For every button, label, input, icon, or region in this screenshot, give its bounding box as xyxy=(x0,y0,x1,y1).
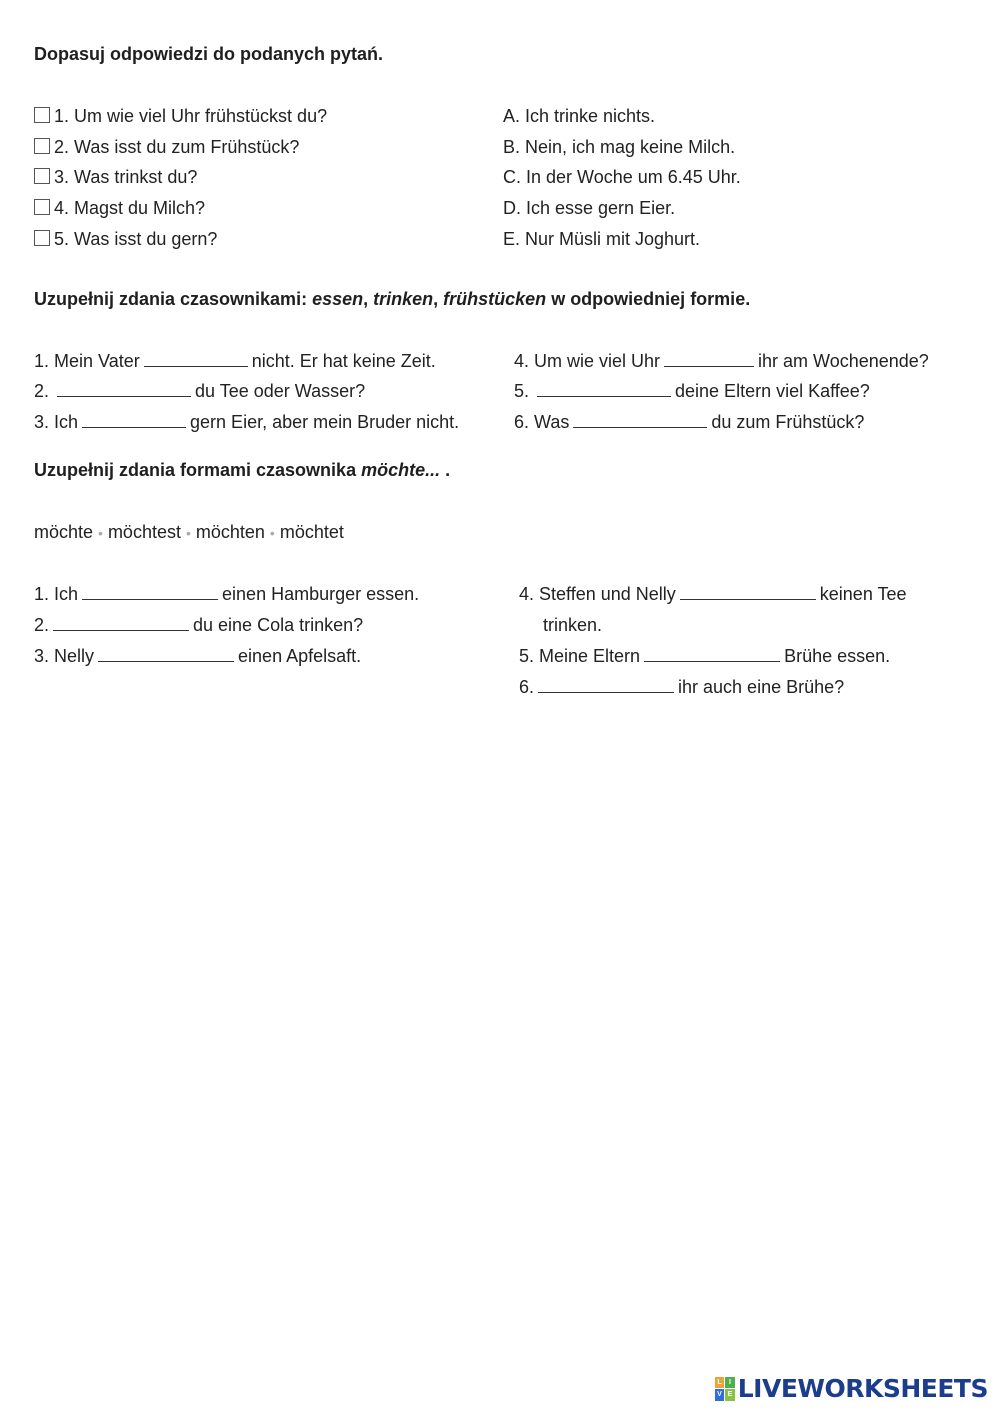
section2-title xyxy=(34,289,750,310)
fill-sentence-3-3 xyxy=(34,644,361,668)
question-5 xyxy=(34,227,217,251)
verb-essen: essen xyxy=(312,289,364,309)
fill-sentence-2-3 xyxy=(34,410,459,434)
sentence-end: gern Eier, aber mein Bruder nicht. xyxy=(190,412,460,432)
word-bank-item: möchte xyxy=(34,522,94,542)
separator: • xyxy=(185,525,191,541)
logo-letter: V xyxy=(715,1389,725,1401)
sentence-start: 1. Ich xyxy=(34,584,79,604)
word-bank xyxy=(34,520,344,545)
answer-checkbox-4[interactable] xyxy=(34,199,50,215)
sentence-end: nicht. Er hat keine Zeit. xyxy=(251,351,436,371)
sentence-end: du zum Frühstück? xyxy=(711,412,865,432)
blank-input[interactable] xyxy=(664,350,754,367)
question-text: 1. Um wie viel Uhr frühstückst du? xyxy=(54,106,328,126)
question-1 xyxy=(34,104,327,128)
question-2 xyxy=(34,135,299,159)
logo-letter: E xyxy=(725,1389,735,1401)
question-text: 4. Magst du Milch? xyxy=(54,198,206,218)
sentence-end: ihr auch eine Brühe? xyxy=(678,677,845,697)
fill-sentence-3-5 xyxy=(519,644,890,668)
question-text: 3. Was trinkst du? xyxy=(54,167,198,187)
sentence-start: 5. Meine Eltern xyxy=(519,646,641,666)
sentence-start: 6. xyxy=(519,677,535,697)
logo-mark-icon xyxy=(715,1377,735,1401)
fill-sentence-3-1 xyxy=(34,582,419,606)
title-text: Uzupełnij zdania czasownikami: xyxy=(34,289,313,309)
blank-input[interactable] xyxy=(82,411,186,428)
blank-input[interactable] xyxy=(53,614,189,631)
sentence-continuation: trinken. xyxy=(543,615,603,635)
title-text: . xyxy=(440,460,451,480)
word-bank-item: möchten xyxy=(195,522,265,542)
logo-letter: I xyxy=(725,1377,735,1389)
blank-input[interactable] xyxy=(538,676,674,693)
blank-input[interactable] xyxy=(57,380,191,397)
section1-title: Dopasuj odpowiedzi do podanych pytań. xyxy=(34,44,384,64)
blank-input[interactable] xyxy=(537,380,671,397)
title-text: Uzupełnij zdania formami czasownika xyxy=(34,460,362,480)
question-4 xyxy=(34,196,205,220)
word-bank-item: möchtest xyxy=(107,522,181,542)
logo-letter: L xyxy=(715,1377,725,1389)
sentence-end: einen Hamburger essen. xyxy=(222,584,420,604)
verb-fruehstuecken: frühstücken xyxy=(443,289,547,309)
fill-sentence-2-1 xyxy=(34,349,436,373)
fill-sentence-2-2 xyxy=(34,379,365,403)
question-text: 2. Was isst du zum Frühstück? xyxy=(54,137,300,157)
question-3 xyxy=(34,165,197,189)
comma: , xyxy=(433,289,444,309)
blank-input[interactable] xyxy=(573,411,707,428)
sentence-start: 4. Steffen und Nelly xyxy=(519,584,676,604)
blank-input[interactable] xyxy=(680,583,816,600)
verb-moechte: möchte... xyxy=(361,460,441,480)
fill-sentence-3-4 xyxy=(519,582,907,606)
sentence-start: 3. Nelly xyxy=(34,646,95,666)
liveworksheets-logo[interactable] xyxy=(715,1374,988,1403)
question-text: 5. Was isst du gern? xyxy=(54,229,218,249)
sentence-start: 6. Was xyxy=(514,412,570,432)
title-text: w odpowiedniej formie. xyxy=(546,289,751,309)
answer-c: C. In der Woche um 6.45 Uhr. xyxy=(503,167,741,187)
answer-checkbox-3[interactable] xyxy=(34,168,50,184)
blank-input[interactable] xyxy=(98,645,234,662)
answer-e: E. Nur Müsli mit Joghurt. xyxy=(503,229,701,249)
sentence-end: du Tee oder Wasser? xyxy=(195,381,366,401)
blank-input[interactable] xyxy=(144,350,248,367)
fill-sentence-3-6 xyxy=(519,675,844,699)
sentence-start: 4. Um wie viel Uhr xyxy=(514,351,661,371)
sentence-end: deine Eltern viel Kaffee? xyxy=(675,381,870,401)
sentence-start: 1. Mein Vater xyxy=(34,351,140,371)
sentence-end: einen Apfelsaft. xyxy=(238,646,362,666)
separator: • xyxy=(98,525,103,541)
answer-a: A. Ich trinke nichts. xyxy=(503,106,656,126)
blank-input[interactable] xyxy=(644,645,780,662)
sentence-start: 2. xyxy=(34,381,50,401)
fill-sentence-3-2 xyxy=(34,613,363,637)
sentence-end: du eine Cola trinken? xyxy=(193,615,364,635)
verb-trinken: trinken xyxy=(373,289,434,309)
sentence-end: ihr am Wochenende? xyxy=(758,351,929,371)
word-bank-item: möchtet xyxy=(279,522,344,542)
answer-checkbox-2[interactable] xyxy=(34,138,50,154)
answer-b: B. Nein, ich mag keine Milch. xyxy=(503,137,736,157)
answer-checkbox-1[interactable] xyxy=(34,107,50,123)
sentence-end: keinen Tee xyxy=(819,584,907,604)
comma: , xyxy=(363,289,374,309)
section3-title xyxy=(34,460,450,481)
answer-checkbox-5[interactable] xyxy=(34,230,50,246)
fill-sentence-2-4 xyxy=(514,349,929,373)
sentence-end: Brühe essen. xyxy=(784,646,891,666)
fill-sentence-2-6 xyxy=(514,410,864,434)
fill-sentence-2-5 xyxy=(514,379,870,403)
logo-text: LIVEWORKSHEETS xyxy=(737,1374,988,1403)
separator: • xyxy=(269,525,275,541)
blank-input[interactable] xyxy=(82,583,218,600)
sentence-start: 2. xyxy=(34,615,50,635)
answer-d: D. Ich esse gern Eier. xyxy=(503,198,676,218)
sentence-start: 5. xyxy=(514,381,530,401)
sentence-start: 3. Ich xyxy=(34,412,79,432)
